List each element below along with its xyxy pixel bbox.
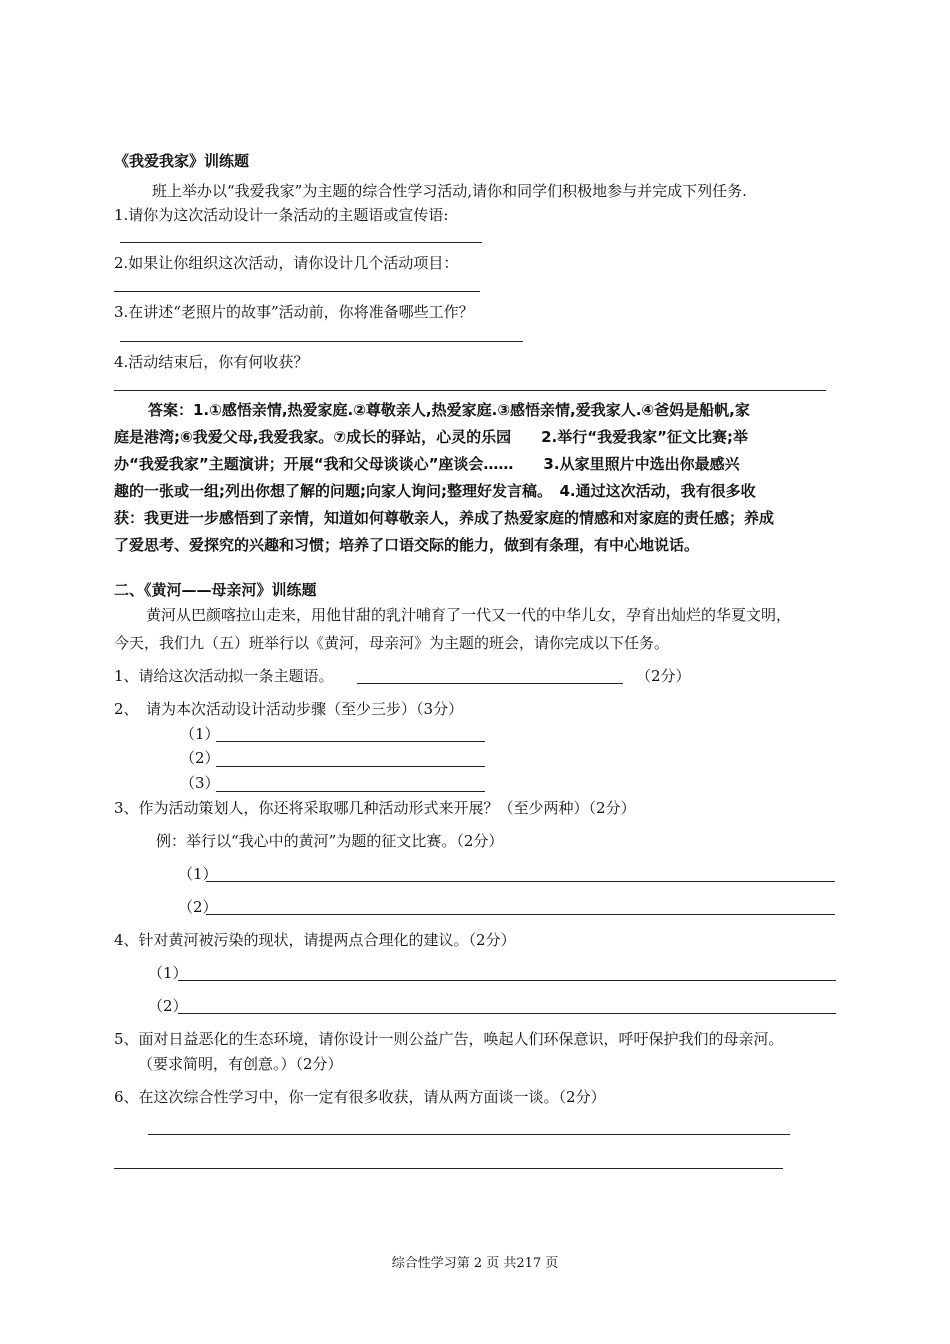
section2-title: 二、《黄河——母亲河》训练题 xyxy=(114,581,317,599)
answer-line: 庭是港湾;⑥我爱父母,我爱我家。⑦成长的驿站，心灵的乐园 2.举行“我爱我家”征文比赛;举 xyxy=(114,428,748,446)
section2-intro-line1: 黄河从巴颜喀拉山走来，用他甘甜的乳汁哺育了一代又一代的中华儿女，孕育出灿烂的华夏文明， xyxy=(146,606,792,624)
step-label: （3） xyxy=(180,774,220,792)
section2-question-6: 6、在这次综合性学习中，你一定有很多收获，请从两方面谈一谈。（2分） xyxy=(114,1088,606,1106)
section2-question-5: 5、面对日益恶化的生态环境，请你设计一则公益广告，唤起人们环保意识，呼吁保护我们的母亲河。 xyxy=(114,1030,784,1048)
answer-block xyxy=(114,397,844,559)
section2-question-3: 3、作为活动策划人，你还将采取哪几种活动形式来开展？（至少两种）（2分） xyxy=(114,799,636,817)
section1-question-2: 2.如果让你组织这次活动，请你设计几个活动项目： xyxy=(114,254,459,272)
answer-blank[interactable] xyxy=(357,683,623,684)
answer-line: 答案：1.①感悟亲情,热爱家庭.②尊敬亲人,热爱家庭.③感悟亲情,爱我家人.④爸妈是船帆,家 xyxy=(148,401,750,419)
section1-title: 《我爱我家》训练题 xyxy=(114,152,250,170)
section2-question-5-note: （要求简明，有创意。）（2分） xyxy=(138,1055,343,1073)
section1-question-4: 4.活动结束后，你有何收获？ xyxy=(114,353,309,371)
answer-blank[interactable] xyxy=(178,1013,836,1014)
item-label: （1） xyxy=(178,865,218,883)
step-label: （1） xyxy=(180,725,220,743)
answer-blank[interactable] xyxy=(120,242,482,243)
section1-intro: 班上举办以“我爱我家”为主题的综合性学习活动,请你和同学们积极地参与并完成下列任务. xyxy=(152,182,747,200)
answer-line: 办“我爱我家”主题演讲；开展“我和父母谈谈心”座谈会…… 3.从家里照片中选出你最感兴 xyxy=(114,455,740,473)
section1-question-3: 3.在讲述“老照片的故事”活动前，你将准备哪些工作？ xyxy=(114,303,474,321)
question-example: 例：举行以“我心中的黄河”为题的征文比赛。（2分） xyxy=(156,832,504,850)
answer-line: 了爱思考、爱探究的兴趣和习惯；培养了口语交际的能力，做到有条理，有中心地说话。 xyxy=(114,536,700,554)
answer-line: 获：我更进一步感悟到了亲情，知道如何尊敬亲人，养成了热爱家庭的情感和对家庭的责任感；养成 xyxy=(114,509,775,527)
answer-blank[interactable] xyxy=(216,791,485,792)
item-label: （2） xyxy=(178,898,218,916)
section2-intro-line2: 今天，我们九（五）班举行以《黄河，母亲河》为主题的班会，请你完成以下任务。 xyxy=(114,634,670,652)
answer-blank[interactable] xyxy=(206,914,835,915)
section2-question-2: 2、 请为本次活动设计活动步骤（至少三步）（3分） xyxy=(114,700,464,718)
answer-blank[interactable] xyxy=(216,766,485,767)
answer-blank[interactable] xyxy=(120,341,523,342)
answer-blank[interactable] xyxy=(114,390,826,391)
page-footer: 综合性学习第 2 页 共217 页 xyxy=(391,1256,559,1271)
step-label: （2） xyxy=(180,749,220,767)
answer-blank[interactable] xyxy=(114,1168,783,1169)
answer-blank[interactable] xyxy=(216,741,485,742)
item-label: （1） xyxy=(148,964,188,982)
answer-blank[interactable] xyxy=(148,1134,790,1135)
answer-blank[interactable] xyxy=(206,881,835,882)
question-score: （2分） xyxy=(636,667,691,685)
section2-question-4: 4、针对黄河被污染的现状，请提两点合理化的建议。（2分） xyxy=(114,931,516,949)
item-label: （2） xyxy=(148,997,188,1015)
section2-question-1: 1、请给这次活动拟一条主题语。 xyxy=(114,667,334,685)
answer-line: 趣的一张或一组;列出你想了解的问题;向家人询问;整理好发言稿。 4.通过这次活动，我有很多收 xyxy=(114,482,756,500)
answer-blank[interactable] xyxy=(178,980,836,981)
section1-question-1: 1.请你为这次活动设计一条活动的主题语或宣传语: xyxy=(114,206,449,224)
answer-blank[interactable] xyxy=(114,291,480,292)
